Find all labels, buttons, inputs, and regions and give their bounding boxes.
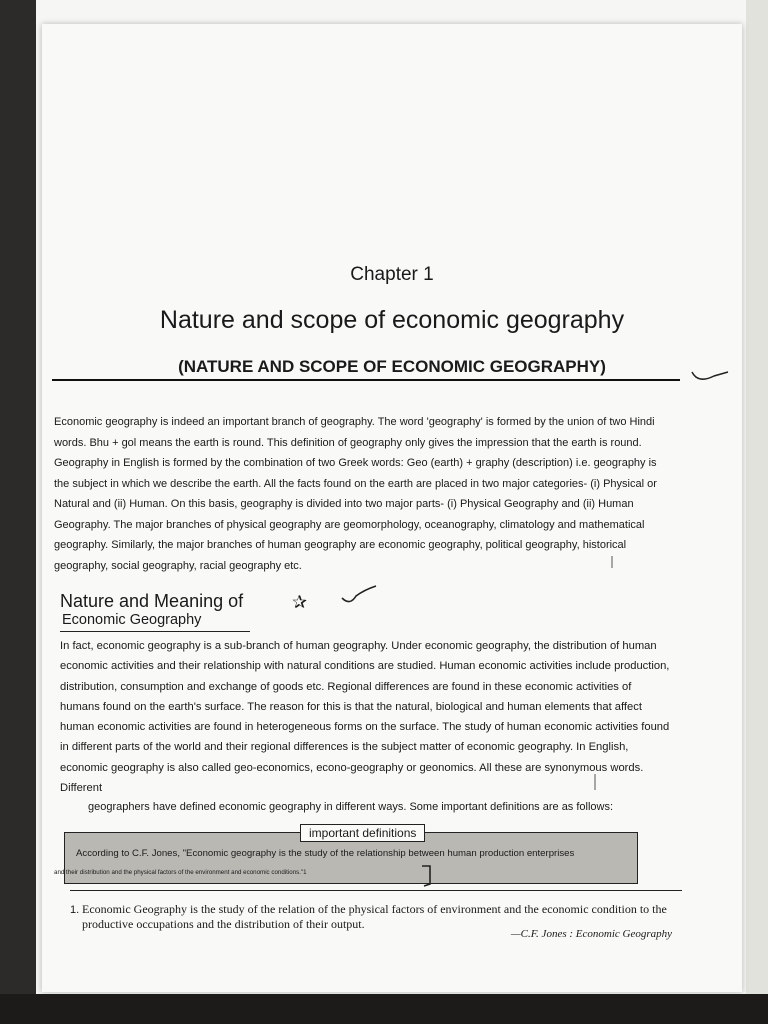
scan-left-shadow (0, 0, 36, 1024)
tick-mark-icon-2 (342, 586, 376, 602)
star-mark-icon: ✰ (292, 592, 308, 612)
footnote-number: 1. (70, 904, 80, 916)
page-subtitle: (NATURE AND SCOPE OF ECONOMIC GEOGRAPHY) (178, 357, 606, 376)
page-title: Nature and scope of economic geography (159, 306, 625, 334)
chapter-label: Chapter 1 (350, 264, 434, 285)
scan-bottom-edge (0, 994, 768, 1024)
document-page (42, 24, 742, 992)
section-subheading: Economic Geography (62, 612, 202, 628)
definition-quote-line1: According to C.F. Jones, "Economic geography is the study of the relationship between human production enterprises (76, 848, 575, 859)
scan-right-margin (746, 0, 768, 1024)
section-continuation: geographers have defined economic geography in different ways. Some important definitions are as follows: (88, 801, 614, 813)
tick-mark-icon (692, 372, 728, 379)
footnote-text: Economic Geography is the study of the relation of the physical factors of environment and the economic condition to the productive occupations and the distribution of their output. (82, 902, 667, 931)
pen-annotations (42, 24, 742, 992)
intro-paragraph: Economic geography is indeed an important branch of geography. The word 'geography' is formed by the union of two Hindi words. Bhu + gol means the earth is round. This definition of geography only gives the impression that the earth is round. Geography in English is formed by the combination of two Greek words: Geo (earth) + graphy (description) i.e. geography is the subject in which we describe the earth. All the facts found on the earth are placed in two major categories- (i) Physical or Natural and (ii) Human. On this basis, geography is divided into two major parts- (i) Physical Geography and (ii) Human Geography. The major branches of physical geography are geomorphology, oceanography, climatology and mathematical geography. Similarly, the major branches of human geography are economic geography, political geography, historical geography, social geography, racial geography etc. (54, 416, 657, 572)
definitions-label: important definitions (300, 824, 425, 842)
footnote-attribution: —C.F. Jones : Economic Geography (510, 928, 672, 940)
bracket-mark-icon (422, 866, 430, 886)
section-heading: Nature and Meaning of (60, 591, 244, 611)
definition-quote-line2: and their distribution and the physical factors of the environment and economic conditions."1 (54, 869, 307, 876)
section-paragraph: In fact, economic geography is a sub-branch of human geography. Under economic geography, the distribution of human economic activities and their relationship with natural conditions are studied. Human economic activities include production, distribution, consumption and exchange of goods etc. Regional differences are found in these economic activities of humans found on the earth's surface. The reason for this is that the natural, biological and human elements that affect human economic activities are found in heterogeneous forms on the surface. The study of human economic activities found in different parts of the world and their regional differences is the subject matter of economic geography. In English, economic geography is also called geo-economics, econo-geography or geonomics. All these are synonymous words. Different (60, 640, 670, 795)
